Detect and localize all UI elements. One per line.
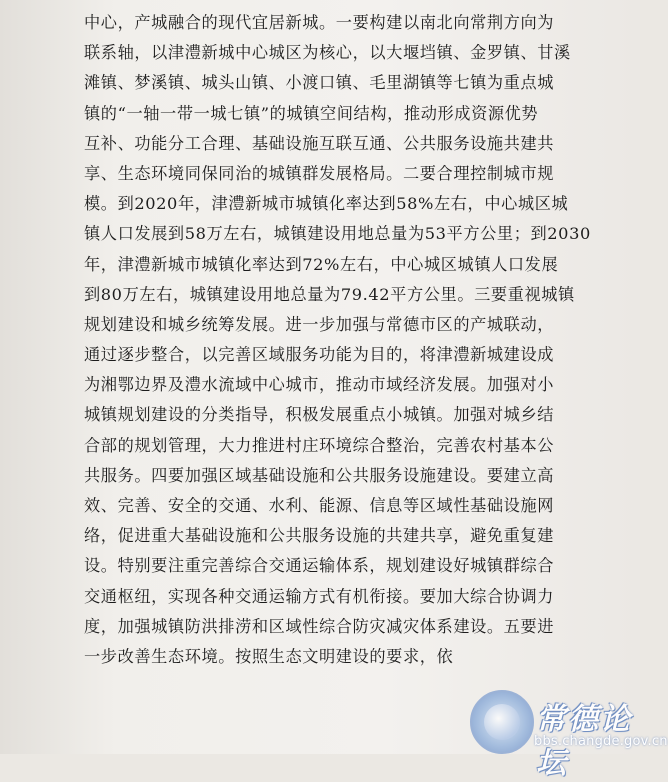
text-line: 交通枢纽，实现各种交通运输方式有机衔接。要加大综合协调力 [84, 586, 555, 606]
text-line: 规划建设和城乡统筹发展。进一步加强与常德市区的产城联动， [84, 314, 555, 334]
seal-icon [470, 690, 534, 754]
text-line: 共服务。四要加强区域基础设施和公共服务设施建设。要建立高 [84, 465, 555, 485]
text-line: 互补、功能分工合理、基础设施互联互通、公共服务设施共建共 [84, 133, 555, 153]
text-line: 通过逐步整合，以完善区域服务功能为目的，将津澧新城建设成 [84, 345, 555, 365]
text-line: 度，加强城镇防洪排涝和区域性综合防灾减灾体系建设。五要进 [84, 616, 555, 636]
text-line: 镇人口发展到58万左右，城镇建设用地总量为53平方公里；到2030 [84, 224, 591, 244]
text-line: 络，促进重大基础设施和公共服务设施的共建共享，避免重复建 [84, 526, 555, 546]
text-line: 模。到2020年，津澧新城市城镇化率达到58%左右，中心城区城 [84, 194, 569, 214]
watermark-url: bbs.changde.gov.cn [534, 734, 668, 749]
text-line: 滩镇、梦溪镇、城头山镇、小渡口镇、毛里湖镇等七镇为重点城 [84, 73, 555, 93]
text-line: 为湘鄂边界及澧水流域中心城市，推动市域经济发展。加强对小 [84, 375, 555, 395]
text-line: 到80万左右，城镇建设用地总量为79.42平方公里。三要重视城镇 [84, 284, 575, 304]
forum-watermark [470, 690, 668, 781]
text-line: 联系轴，以津澧新城中心城区为核心，以大堰垱镇、金罗镇、甘溪 [84, 43, 571, 63]
text-line: 城镇规划建设的分类指导，积极发展重点小城镇。加强对城乡结 [84, 405, 555, 425]
text-line: 年，津澧新城市城镇化率达到72%左右，中心城区城镇人口发展 [84, 254, 559, 274]
text-line: 镇的“一轴一带一城七镇”的城镇空间结构，推动形成资源优势 [84, 103, 539, 123]
text-line: 设。特别要注重完善综合交通运输体系，规划建设好城镇群综合 [84, 556, 555, 576]
text-line: 合部的规划管理，大力推进村庄环境综合整治，完善农村基本公 [84, 435, 555, 455]
watermark-title: 常德论坛 [536, 702, 632, 781]
document-text [84, 8, 604, 672]
text-line: 效、完善、安全的交通、水利、能源、信息等区域性基础设施网 [84, 496, 555, 515]
text-line: 中心，产城融合的现代宜居新城。一要构建以南北向常荆方向为 [84, 13, 555, 32]
text-line: 享、生态环境同保同治的城镇群发展格局。二要合理控制城市规 [84, 163, 555, 183]
text-line: 一步改善生态环境。按照生态文明建设的要求，依 [84, 646, 454, 666]
